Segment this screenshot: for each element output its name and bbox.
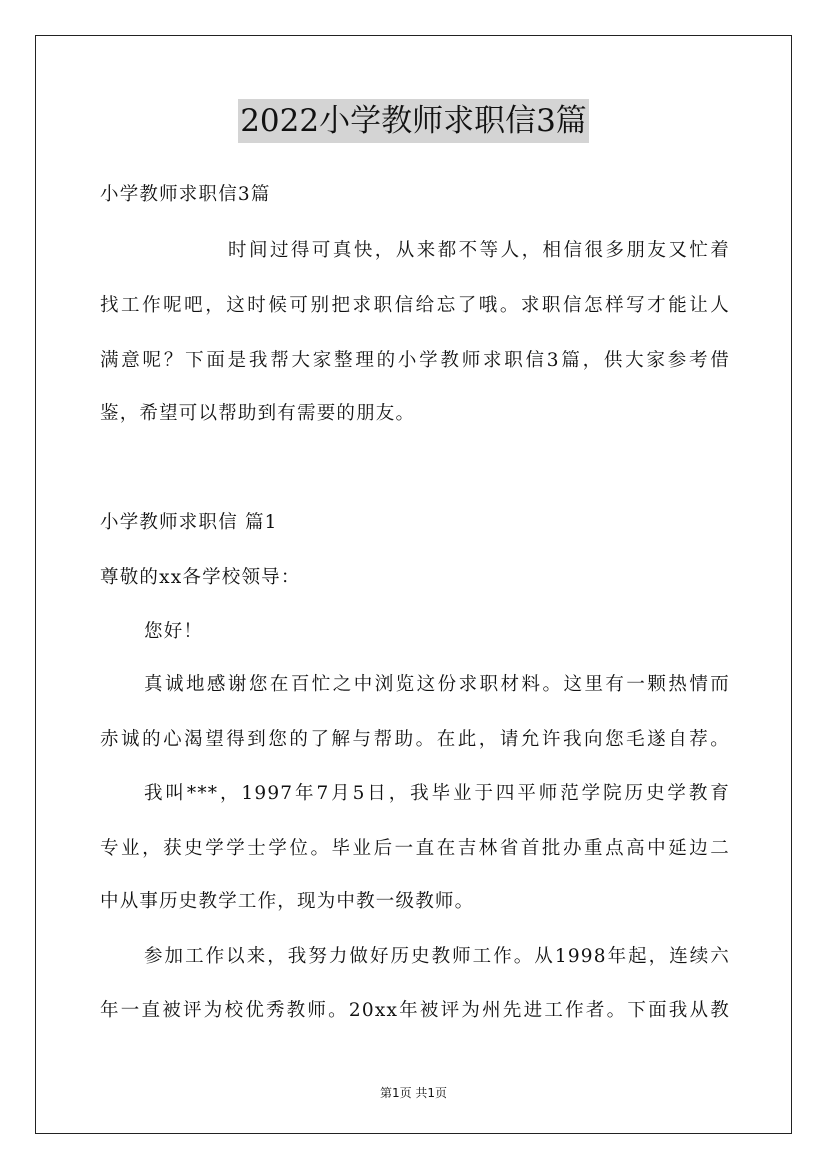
body-line: 年一直被评为校优秀教师。20xx年被评为州先进工作者。下面我从教 [100, 1000, 730, 1021]
salutation: 尊敬的xx各学校领导： [100, 567, 301, 588]
section-heading: 小学教师求职信 篇1 [100, 512, 278, 533]
body-line: 参加工作以来，我努力做好历史教师工作。从1998年起，连续六 [144, 946, 730, 967]
intro-line: 满意呢？下面是我帮大家整理的小学教师求职信3篇，供大家参考借 [100, 350, 730, 371]
page-footer: 第1页 共1页 [379, 1086, 448, 1100]
body-line: 中从事历史教学工作，现为中教一级教师。 [100, 891, 475, 912]
intro-line: 找工作呢吧，这时候可别把求职信给忘了哦。求职信怎样写才能让人 [100, 295, 730, 316]
greeting: 您好！ [144, 621, 204, 642]
body-line: 真诚地感谢您在百忙之中浏览这份求职材料。这里有一颗热情而 [144, 674, 730, 695]
body-line: 专业，获史学学士学位。毕业后一直在吉林省首批办重点高中延边二 [100, 838, 730, 859]
document-title: 2022小学教师求职信3篇 [238, 99, 589, 143]
intro-line: 时间过得可真快，从来都不等人，相信很多朋友又忙着 [228, 240, 730, 261]
intro-line: 鉴，希望可以帮助到有需要的朋友。 [100, 403, 416, 424]
body-line: 赤诚的心渴望得到您的了解与帮助。在此，请允许我向您毛遂自荐。 [100, 729, 730, 750]
document-subtitle: 小学教师求职信3篇 [100, 184, 271, 205]
body-line: 我叫***，1997年7月5日，我毕业于四平师范学院历史学教育 [144, 783, 730, 804]
title-container [0, 99, 827, 143]
